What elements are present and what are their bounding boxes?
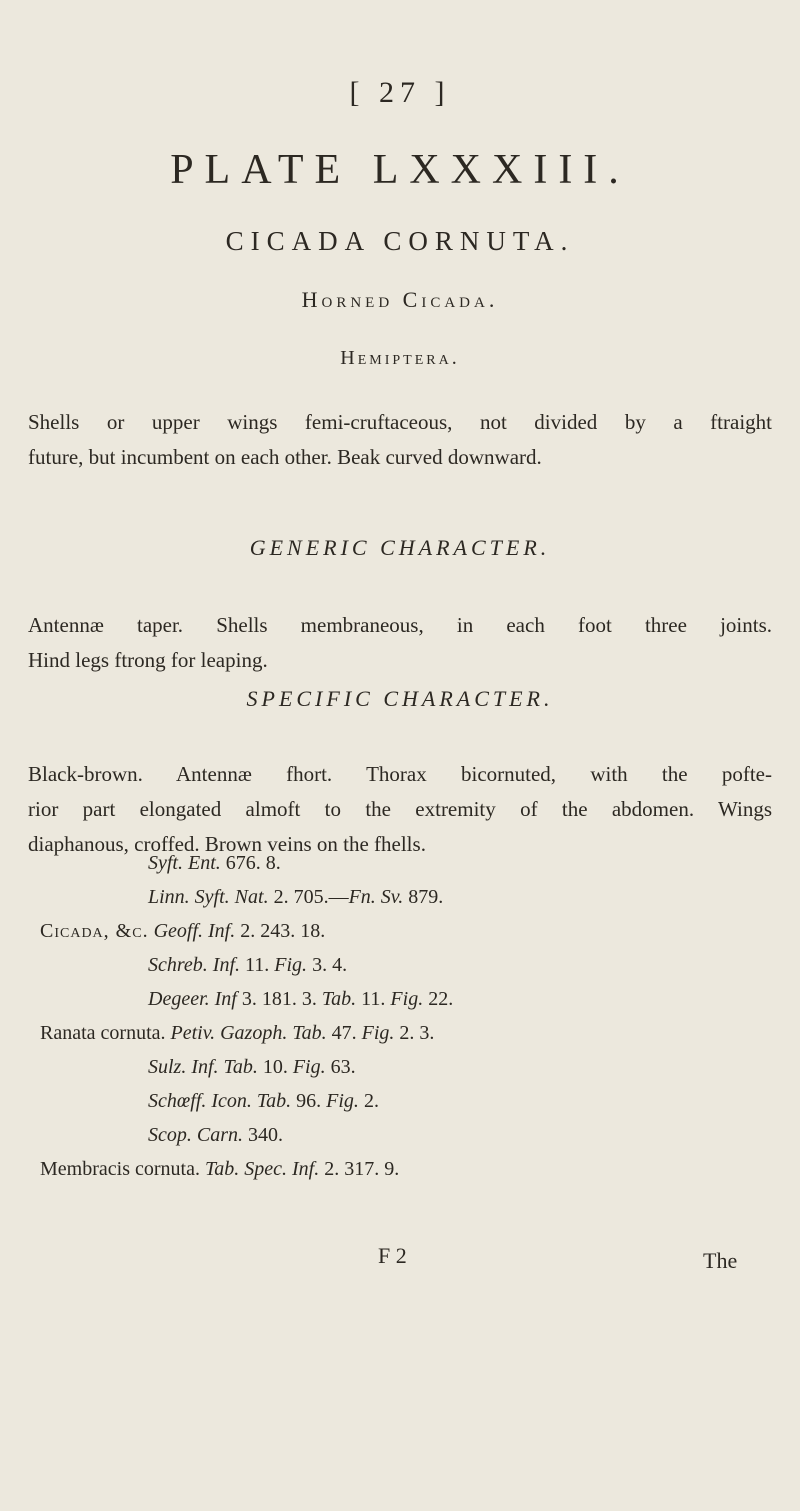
reference-line: Scop. Carn. 340. <box>148 1124 283 1146</box>
specific-line-3: diaphanous, croffed. Brown veins on the fhells. <box>28 832 426 856</box>
order-name: Hemiptera. <box>340 347 460 369</box>
catchword: The <box>703 1248 738 1273</box>
intro-line-2: future, but incumbent on each other. Beak curved downward. <box>28 445 542 469</box>
specific-character-paragraph <box>28 757 772 862</box>
species-name: CICADA CORNUTA. <box>225 226 575 256</box>
intro-line-1: Shells or upper wings femi-cruftaceous, not divided by a ftraight <box>28 410 772 434</box>
generic-character-heading: GENERIC CHARACTER. <box>249 535 551 560</box>
reference-line: Cicada, &c. Geoff. Inf. 2. 243. 18. <box>40 920 326 942</box>
reference-line: Linn. Syft. Nat. 2. 705.—Fn. Sv. 879. <box>148 886 444 908</box>
specific-line-2: rior part elongated almoft to the extremity of the abdomen. Wings <box>28 797 772 821</box>
generic-line-2: Hind legs ftrong for leaping. <box>28 648 268 672</box>
intro-paragraph <box>28 405 772 475</box>
reference-line: Ranata cornuta. Petiv. Gazoph. Tab. 47. Fig. 2. 3. <box>40 1022 435 1044</box>
signature-mark: F 2 <box>378 1243 407 1268</box>
reference-line: Syft. Ent. 676. 8. <box>148 852 281 874</box>
page-number: [ 27 ] <box>349 76 451 109</box>
reference-line: Degeer. Inf 3. 181. 3. Tab. 11. Fig. 22. <box>148 988 454 1010</box>
reference-line: Schreb. Inf. 11. Fig. 3. 4. <box>148 954 348 976</box>
reference-line: Sulz. Inf. Tab. 10. Fig. 63. <box>148 1056 356 1078</box>
plate-title: PLATE LXXXIII. <box>170 147 630 193</box>
common-name: Horned Cicada. <box>301 287 499 312</box>
generic-line-1: Antennæ taper. Shells membraneous, in each foot three joints. <box>28 613 772 637</box>
generic-character-paragraph <box>28 608 772 678</box>
specific-line-1: Black-brown. Antennæ fhort. Thorax bicornuted, with the pofte- <box>28 762 772 786</box>
reference-line: Membracis cornuta. Tab. Spec. Inf. 2. 317. 9. <box>40 1158 400 1180</box>
reference-line: Schœff. Icon. Tab. 96. Fig. 2. <box>148 1090 379 1112</box>
specific-character-heading: SPECIFIC CHARACTER. <box>246 686 554 711</box>
